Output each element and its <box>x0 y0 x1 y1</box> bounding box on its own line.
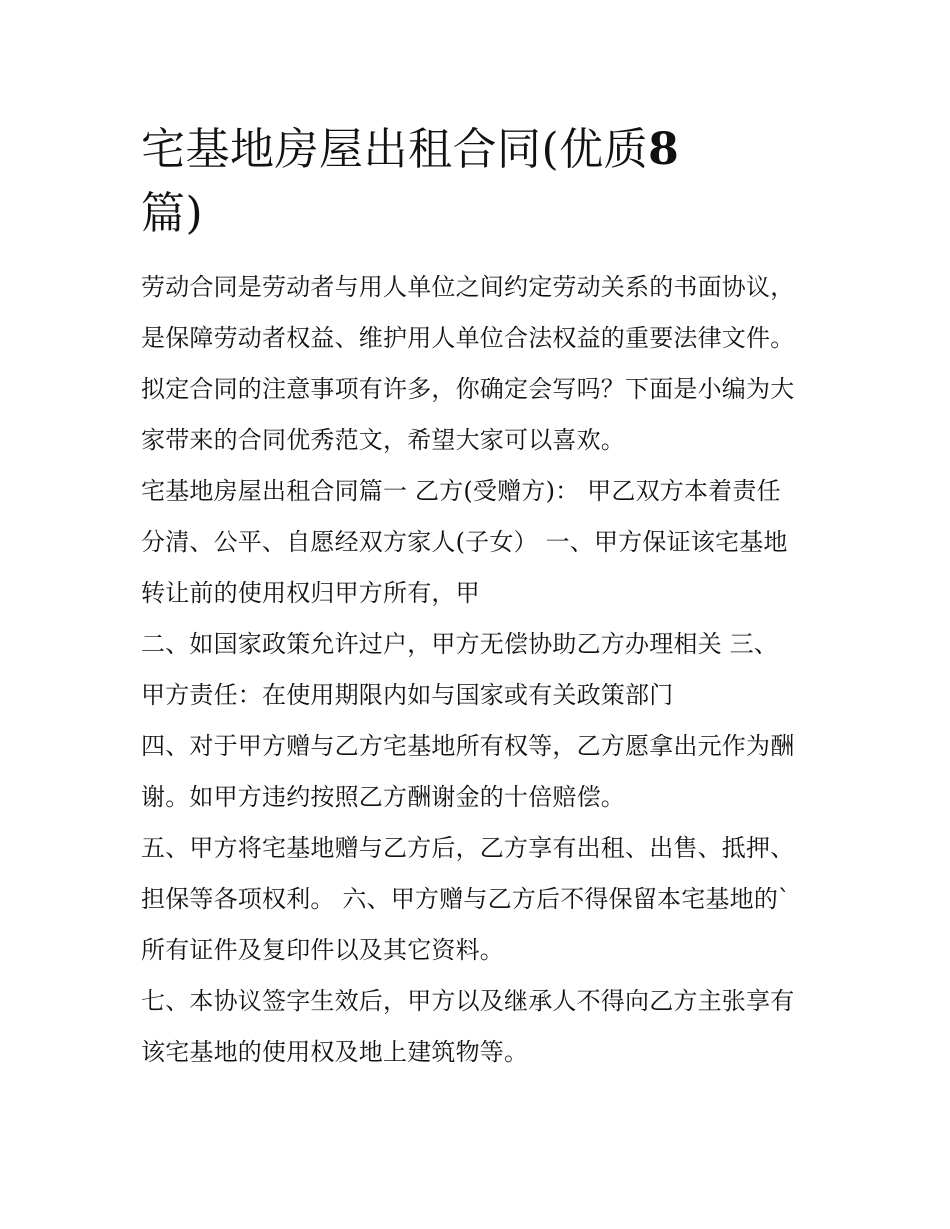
title-line-1 <box>141 118 816 182</box>
paragraph-clause-four <box>141 721 816 823</box>
text-line: 七、本协议签字生效后，甲方以及继承人不得向乙方主张享有 <box>141 987 795 1015</box>
title-count: 8 <box>648 124 680 175</box>
title-text: 宅基地房屋出租合同(优质 <box>141 124 649 175</box>
text-line: 四、对于甲方赠与乙方宅基地所有权等，乙方愿拿出元作为酬 <box>141 732 795 760</box>
paragraph-clause-seven <box>141 976 816 1078</box>
text-line: 担保等各项权利。 六、甲方赠与乙方后不得保留本宅基地的` <box>141 885 791 913</box>
text-line: 该宅基地的使用权及地上建筑物等。 <box>141 1038 529 1066</box>
text-line: 劳动合同是劳动者与用人单位之间约定劳动关系的书面协议， <box>141 273 795 301</box>
document-body <box>141 262 816 1078</box>
text-line: 拟定合同的注意事项有许多，你确定会写吗？下面是小编为大 <box>141 375 795 403</box>
paragraph-intro <box>141 262 816 466</box>
paragraph-clause-five-six <box>141 823 816 976</box>
document-content <box>141 118 816 1078</box>
document-title <box>141 118 816 246</box>
text-line: 五、甲方将宅基地赠与乙方后，乙方享有出租、出售、抵押、 <box>141 834 795 862</box>
paragraph-section-one <box>141 466 816 619</box>
paragraph-clause-two-three <box>141 619 816 721</box>
text-line: 宅基地房屋出租合同篇一 乙方(受赠方)： 甲乙双方本着责任 <box>141 477 781 505</box>
text-line: 家带来的合同优秀范文，希望大家可以喜欢。 <box>141 426 625 454</box>
text-line: 谢。如甲方违约按照乙方酬谢金的十倍赔偿。 <box>141 783 625 811</box>
text-line: 是保障劳动者权益、维护用人单位合法权益的重要法律文件。 <box>141 324 795 352</box>
title-line-2: 篇) <box>141 188 204 239</box>
text-line: 甲方责任：在使用期限内如与国家或有关政策部门 <box>141 681 674 709</box>
text-line: 转让前的使用权归甲方所有，甲 <box>141 579 480 607</box>
text-line: 二、如国家政策允许过户，甲方无偿协助乙方办理相关 三、 <box>141 630 779 658</box>
text-line: 分清、公平、自愿经双方家人(子女） 一、甲方保证该宅基地 <box>141 528 788 556</box>
text-line: 所有证件及复印件以及其它资料。 <box>141 936 504 964</box>
